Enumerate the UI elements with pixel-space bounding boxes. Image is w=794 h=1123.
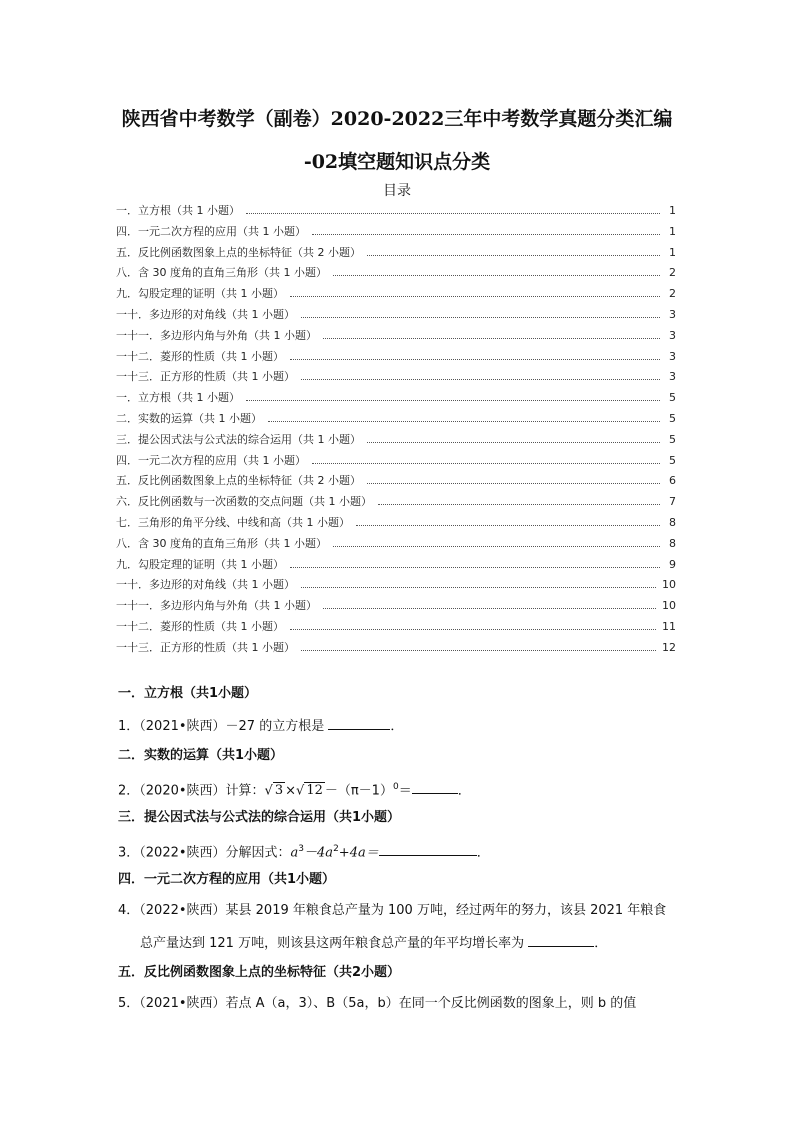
toc-dot-leader <box>301 642 656 651</box>
toc-entry[interactable] <box>116 576 676 597</box>
toc-entry-page: 5 <box>669 432 676 446</box>
answer-blank-4 <box>528 932 594 947</box>
question-4-line2 <box>118 932 678 963</box>
toc-dot-leader <box>246 205 660 214</box>
toc-entry[interactable] <box>116 493 676 514</box>
toc-entry[interactable] <box>116 535 676 556</box>
expr-a: a <box>290 845 299 861</box>
toc-entry-page: 3 <box>669 349 676 363</box>
toc-entry-label: 一十三．正方形的性质（共 1 小题） <box>116 370 295 384</box>
toc-entry-label: 四．一元二次方程的应用（共 1 小题） <box>116 453 306 467</box>
toc-dot-leader <box>333 267 660 276</box>
toc-entry-page: 3 <box>669 370 676 384</box>
toc-entry[interactable] <box>116 244 676 265</box>
toc-entry-page: 11 <box>662 619 676 633</box>
section-heading-factorization: 三．提公因式法与公式法的综合运用（共1小题） <box>118 810 401 825</box>
toc-dot-leader <box>356 517 660 526</box>
toc-dot-leader <box>290 351 660 360</box>
toc-entry-label: 二．实数的运算（共 1 小题） <box>116 411 262 425</box>
exponent-zero: 0 <box>392 782 399 792</box>
toc-entry-page: 2 <box>669 266 676 280</box>
radicand-2: 12 <box>306 783 323 799</box>
document-title-line2: -02填空题知识点分类 <box>303 151 491 173</box>
toc-dot-leader <box>290 288 660 297</box>
question-4-text-line2: 总产量达到 121 万吨，则该县这两年粮食总产量的年平均增长率为 <box>140 936 525 951</box>
toc-entry-label: 三．提公因式法与公式法的综合运用（共 1 小题） <box>116 432 361 446</box>
toc-dot-leader <box>323 330 660 339</box>
question-3-text: 3．（2022•陕西）分解因式： <box>118 845 291 861</box>
toc-heading: 目录 <box>383 183 411 199</box>
toc-entry-label: 一十一．多边形内角与外角（共 1 小题） <box>116 599 317 613</box>
toc-entry-label: 四．一元二次方程的应用（共 1 小题） <box>116 224 306 238</box>
toc-entry-label: 五．反比例函数图象上点的坐标特征（共 2 小题） <box>116 245 361 259</box>
exponent-3: 3 <box>298 844 305 854</box>
toc-entry-page: 10 <box>662 599 676 613</box>
toc-entry[interactable] <box>116 327 676 348</box>
question-4-suffix: ． <box>594 936 608 951</box>
toc-dot-leader <box>268 413 660 422</box>
section-heading-quadratic-application: 四．一元二次方程的应用（共1小题） <box>118 872 336 887</box>
question-4-text-line1: 4．（2022•陕西）某县 2019 年粮食总产量为 100 万吨，经过两年的努力，该县 2021 年粮食 <box>118 903 667 918</box>
toc-entry[interactable] <box>116 514 676 535</box>
question-3-suffix: ． <box>476 845 490 861</box>
section-heading-cube-root: 一．立方根（共1小题） <box>118 686 258 701</box>
toc-entry-label: 一十．多边形的对角线（共 1 小题） <box>116 578 295 592</box>
toc-entry[interactable] <box>116 223 676 244</box>
times-sign: × <box>285 783 297 799</box>
toc-entry-label: 一．立方根（共 1 小题） <box>116 391 240 405</box>
toc-entry-page: 6 <box>669 474 676 488</box>
toc-entry[interactable] <box>116 410 676 431</box>
toc-dot-leader <box>367 434 660 443</box>
toc-entry-page: 8 <box>669 515 676 529</box>
question-2-rest: －（π－1） <box>324 783 393 799</box>
sqrt-symbol: √ <box>264 783 273 799</box>
section-heading-inverse-proportion: 五．反比例函数图象上点的坐标特征（共2小题） <box>118 965 401 980</box>
sqrt-symbol: √ <box>296 783 305 799</box>
toc-entry-page: 1 <box>669 204 676 217</box>
toc-dot-leader <box>246 392 660 401</box>
document-body <box>118 684 678 1025</box>
toc-entry-page: 3 <box>669 307 676 321</box>
toc-entry-label: 一十二．菱形的性质（共 1 小题） <box>116 619 284 633</box>
question-2 <box>118 777 678 808</box>
document-title-line1: 陕西省中考数学（副卷）2020-2022三年中考数学真题分类汇编 <box>121 108 673 130</box>
radicand-1: 3 <box>274 783 284 799</box>
question-2-suffix: ． <box>457 783 471 799</box>
toc-entry-page: 7 <box>669 495 676 509</box>
toc-entry-page: 5 <box>669 453 676 467</box>
toc-dot-leader <box>333 538 660 547</box>
question-3 <box>118 839 678 870</box>
toc-dot-leader <box>323 600 656 609</box>
toc-entry[interactable] <box>116 452 676 473</box>
toc-entry[interactable] <box>116 556 676 577</box>
exponent-2: 2 <box>333 844 339 854</box>
toc-entry[interactable] <box>116 472 676 493</box>
toc-entry-label: 七．三角形的角平分线、中线和高（共 1 小题） <box>116 515 350 529</box>
toc-entry[interactable] <box>116 348 676 369</box>
equals-sign: ＝ <box>398 783 412 799</box>
toc-dot-leader <box>378 496 660 505</box>
toc-entry-label: 一．立方根（共 1 小题） <box>116 204 240 217</box>
table-of-contents <box>116 202 676 660</box>
toc-entry-page: 1 <box>669 245 676 259</box>
toc-entry-page: 2 <box>669 287 676 301</box>
toc-entry-page: 3 <box>669 328 676 342</box>
toc-entry-label: 九．勾股定理的证明（共 1 小题） <box>116 287 284 301</box>
toc-entry-label: 八．含 30 度角的直角三角形（共 1 小题） <box>116 266 327 280</box>
toc-entry-page: 8 <box>669 536 676 550</box>
toc-dot-leader <box>301 309 660 318</box>
question-1 <box>118 715 678 746</box>
toc-dot-leader <box>312 455 660 464</box>
toc-entry-page: 10 <box>662 578 676 592</box>
toc-entry-label: 一十．多边形的对角线（共 1 小题） <box>116 307 295 321</box>
toc-entry-page: 1 <box>669 224 676 238</box>
section-heading-real-number-ops: 二．实数的运算（共1小题） <box>118 748 284 763</box>
toc-dot-leader <box>290 559 660 568</box>
toc-entry[interactable] <box>116 389 676 410</box>
toc-entry[interactable] <box>116 431 676 452</box>
toc-entry-page: 5 <box>669 411 676 425</box>
question-1-text: 1．（2021•陕西）－27 的立方根是 <box>118 719 325 734</box>
toc-entry-label: 六．反比例函数与一次函数的交点问题（共 1 小题） <box>116 495 372 509</box>
toc-entry[interactable] <box>116 264 676 285</box>
answer-blank-2 <box>412 779 458 794</box>
expr-mid: －4a <box>304 845 334 861</box>
question-5 <box>118 994 678 1025</box>
expr-tail: +4a＝ <box>338 845 379 861</box>
answer-blank-3 <box>379 841 477 856</box>
toc-entry[interactable] <box>116 202 676 223</box>
toc-dot-leader <box>312 226 660 235</box>
toc-entry-label: 九．勾股定理的证明（共 1 小题） <box>116 557 284 571</box>
question-4-line1 <box>118 901 678 932</box>
toc-entry-page: 12 <box>662 640 676 654</box>
toc-dot-leader <box>367 475 660 484</box>
toc-entry-label: 一十三．正方形的性质（共 1 小题） <box>116 640 295 654</box>
toc-entry-label: 一十一．多边形内角与外角（共 1 小题） <box>116 328 317 342</box>
toc-entry[interactable] <box>116 368 676 389</box>
toc-entry-label: 八．含 30 度角的直角三角形（共 1 小题） <box>116 536 327 550</box>
toc-entry-label: 一十二．菱形的性质（共 1 小题） <box>116 349 284 363</box>
toc-dot-leader <box>301 579 656 588</box>
toc-entry-page: 5 <box>669 391 676 405</box>
toc-entry[interactable] <box>116 639 676 660</box>
toc-entry-label: 五．反比例函数图象上点的坐标特征（共 2 小题） <box>116 474 361 488</box>
toc-dot-leader <box>367 247 660 256</box>
question-1-suffix: ． <box>390 719 404 734</box>
toc-dot-leader <box>301 371 660 380</box>
toc-dot-leader <box>290 621 656 630</box>
toc-entry[interactable] <box>116 306 676 327</box>
toc-entry[interactable] <box>116 618 676 639</box>
question-2-text: 2．（2020•陕西）计算： <box>118 783 265 799</box>
toc-entry[interactable] <box>116 597 676 618</box>
toc-entry[interactable] <box>116 285 676 306</box>
question-5-text: 5．（2021•陕西）若点 A（a，3）、B（5a，b）在同一个反比例函数的图象上，则 b 的值 <box>118 996 637 1011</box>
toc-entry-page: 9 <box>669 557 676 571</box>
answer-blank-1 <box>328 715 390 730</box>
